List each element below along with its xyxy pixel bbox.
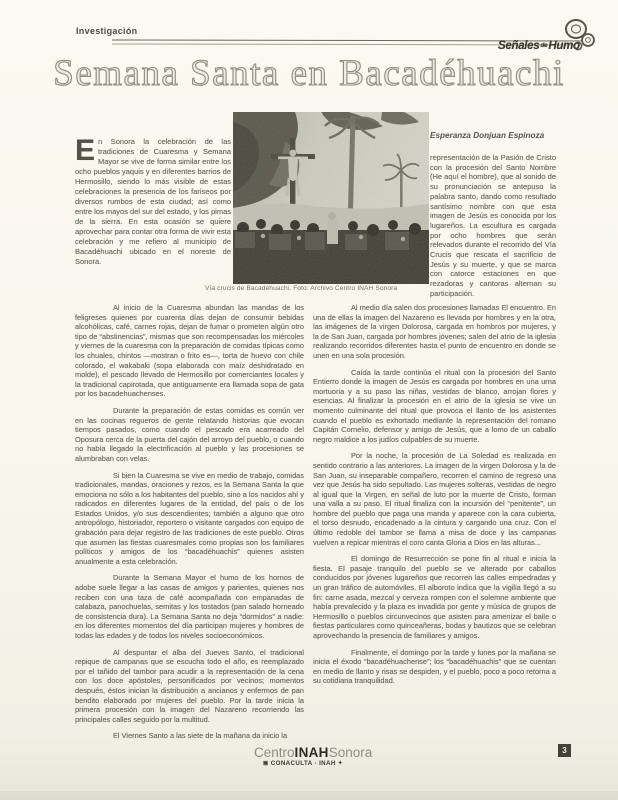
footer-brand (254, 745, 372, 760)
footer-brand-centro: Centro (254, 745, 295, 760)
scan-edge-strip (0, 791, 618, 800)
page-title: Semana Santa en Bacadéhuachi (53, 53, 565, 94)
intro-text: n Sonora la celebración de las tradiciones de Cuaresma y Semana Mayor se vive de forma similar entre los ocho pueblos yaquis y en diferentes barrios de Hermosillo, siendo lo más visible de estas celebraciones la presencia de los fariseos por diversos rumbos de esta ciudad; así como entre los mayos del sur del estado, y los pimas de la sierra. En esta ocasión se quiere aprovechar para contar otra forma de vivir esta celebración y me refiero al municipio de Bacadéhuachi ubicado en el noreste de Sonora. (75, 137, 231, 266)
photo-caption: Vía crucis de Bacadéhuachi. Foto: Archivo Centro INAH Sonora (205, 285, 398, 292)
paragraph: El Viernes Santo a las siete de la mañana da inicio la (113, 731, 288, 741)
intro-paragraph (75, 134, 231, 307)
paragraph: Durante la Semana Mayor el humo de los hornos de adobe suele llegar a las casas de amigos y parientes, quienes nos reciben con una taza de café acompañada con empanadas de calabaza, panochuelas, semitas y los tostados (pan salado horneado de consistencia dura). La Semana Santa no deja “dormidos” a nadie: en los diferentes momentos del día participan mujeres y hombres de todas las edades y de todos los niveles socioeconómicos. (75, 573, 304, 640)
footer-brand-sonora: Sonora (328, 745, 373, 760)
byline: Esperanza Donjuan Espinoza (430, 131, 545, 140)
drop-cap: E (75, 134, 96, 167)
page-number-badge: 3 (558, 744, 571, 757)
paragraph: representación de la Pasión de Cristo con la procesión del Santo Nombre (He aquí el hombre), que al sonido de su pronunciación se antepuso la palabra santo, dando como resultado santísimo nombre con que esta imagen de Jesús es conocida por los lugareños. La escultura es cargada por ocho hombres que serán relevados durante el recorrido del Vía Crucis que rescata el sacrificio de Jesús y su muerte, y que se marca con catorce estaciones en que rezadoras y cantoras alternan su participación. (430, 153, 556, 298)
footer-brand-inah: INAH (294, 745, 329, 760)
paragraph: Al medio día salen dos procesiones llamadas El encuentro. En una de ellas la imagen del Nazareno es llevada por hombres y en la otra, las imágenes de la virgen Dolorosa, cargada en hombros por mujeres, y la de San Juan, cargada por hombres jóvenes; salen del atrio de la iglesia realizando recorridos diferentes hasta el punto de encuentro en donde se unen en una sola procesión. (313, 303, 556, 360)
paragraph: Durante la preparación de estas comidas es común ver en las cocinas regueros de gente relatando historias que evocan tiempos pasados, como cuando el pescado era acarreado del Oposura cerca de la puerta del cajón del arroyo del pueblo, o cuando no había llegado la electrificación al pueblo y las procesiones se alumbraban con velas. (75, 405, 304, 463)
column-right-top (430, 153, 556, 306)
footer-orgs-text: CONACULTA · INAH (270, 760, 336, 767)
paragraph: Finalmente, el domingo por la tarde y lunes por la mañana se inicia el éxodo “bacadéhuachense”; los “bacadéhuachis” que se cuentan en medio de llanto y risas se despiden, y el pueblo, poco a poco retorna a su cotidiana tranquilidad. (313, 647, 556, 686)
paragraph: Al inicio de la Cuaresma abundan las mandas de los feligreses quienes por cuarenta días dejan de consumir bebidas alcohólicas, café, carnes rojas, dejan de fumar o prometen algún otro tipo de “abstinencias”, mismas que son recompensadas los miércoles y viernes de la cuaresma con la preparación de comidas típicas como los chuales, chintos —mostran o frito es—, torta de huevo con chile colorado, el wakabaki (sopa elaborada con maíz deshidratado en molde), el pescado llevado de Hermosillo por comerciantes locales y la tradicional capirotada, que antiguamente era llamada sopa de gata por los bacadehuachenses. (75, 303, 304, 399)
paragraph: Caída la tarde continúa el ritual con la procesión del Santo Entierro donde la imagen de Jesús es cargada por hombres en una urna mortuoria y a su paso las niñas, vestidas de blanco, arrojan flores y esencias. Al finalizar la procesión en el atrio de la iglesia se vive un momento culminante del ritual que provoca el llanto de los asistentes cuando el pueblo es exhortado mediante la representación del romano Capitán Cornelio, defensor y amigo de Jesús, que a lomo de un caballo negro maldice a los judíos culpables de su muerte. (313, 367, 556, 444)
magazine-logo-text: SeñalesdeHumo (498, 40, 580, 52)
paragraph: Si bien la Cuaresma se vive en medio de trabajo, comidas tradicionales, mandas, oraciones y rezos, es la Semana Santa la que emociona no sólo a los habitantes del pueblo, sino a los nacidos ahí y radicados en diferentes lugares de la entidad, del país o de los Estados Unidos, y/o sus descendientes; también a alguno que otro antropólogo, historiador, reportero o visitante cargados con equipo de grabación para dejar registro de las tradiciones de este pueblo. Otros que asumen las fiestas cuaresmales como propias son los familiares políticos y amigos de los “bacadéhuachis” quienes asisten anualmente a esta celebración. (75, 470, 304, 566)
paragraph: Por la noche, la procesión de La Soledad es realizada en sentido contrario a las anteriores. La imagen de la virgen Dolorosa y la de San Juan, su inseparable compañero, recorren el camino de regreso una vez que Jesús ha sido sepultado. Las mujeres solteras, vestidas de negro al igual que la Virgen, en señal de luto por la muerte de Cristo, forman una valla a su paso. El ritual finaliza con la incursión del “penitente”, un hombre del pueblo que paga una manda y aparece con la cara cubierta, el torso desnudo, encadenado a la cintura y cargando una cruz. Con el último redoble del tambor se llama a misa de doce y las campanas vuelven a repicar mientras el coro canta Gloria a Dios en las alturas... (313, 451, 556, 547)
column-left (75, 303, 304, 745)
footer-orgs (263, 760, 343, 767)
paragraph: Al despuntar el alba del Jueves Santo, el tradicional repique de campanas que se escucha todo el año, es reemplazado por el tañido del tambor para acudir a la representación de la cena con los doce apóstoles, personificados por vecinos; momentos después, éstos inician la distribución a ancianos y enfermos de pan bendito elaborado por mujeres del pueblo. Por la tarde inicia la primera procesión con la imagen del Nazareno recorriendo las principales calles seguido por la multitud. (75, 647, 304, 724)
column-right (313, 303, 556, 745)
conaculta-logo-icon: ▣ (263, 760, 269, 767)
paragraph: El domingo de Resurrección se pone fin al ritual e inicia la fiesta. El pasaje tranquilo del pueblo se ve alterado por caballos conducidos por jóvenes lugareños que recorren las calles empedradas y un gran tráfico de automóviles. El alboroto indica que la vigilia llegó a su fin: carne asada, mezcal y cerveza rompen con el solemne ambiente que había prevalecido y la plaza es invadida por gente y música de grupos de Hermosillo o pueblos circunvecinos que asisten para amenizar el baile o fiestas particulares como quinceañeras, bodas y bautizos que se celebran aprovechando la presencia de familiares y amigos. (313, 554, 556, 640)
inah-logo-icon: ✦ (337, 760, 343, 767)
section-label: Investigación (76, 26, 138, 36)
article-photo (233, 112, 429, 284)
